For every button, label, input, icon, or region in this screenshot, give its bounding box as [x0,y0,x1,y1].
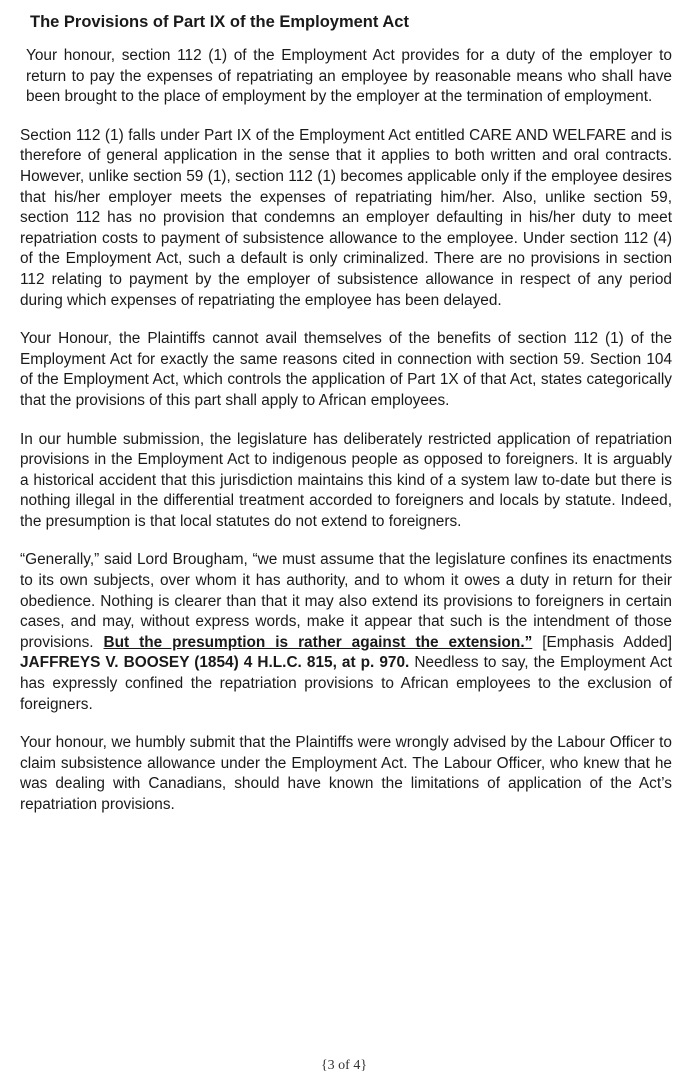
paragraph-section-104: Your Honour, the Plaintiffs cannot avail themselves of the benefits of section 112 (1) of the Employment Act for exactly the same reasons cited in connection with section 59. Section 104 of the Employment Act, which controls the application of Part 1X of that Act, states categorically that the provisions of this part shall apply to African employees. [20,330,672,409]
paragraph-submission: Your honour, we humbly submit that the Plaintiffs were wrongly advised by the Labour Officer to claim subsistence allowance under the Employment Act. The Labour Officer, who knew that he was dealing with Canadians, should have known the limitations of application of the Act’s repatriation provisions. [20,734,672,813]
emphasis-note: [Emphasis Added] [532,633,672,651]
paragraph-section-112-duty: Your honour, section 112 (1) of the Employment Act provides for a duty of the employer to return to pay the expenses of repatriating an employee by reasonable means who shall have been brought to the place of employment by the employer at the termination of employment. [26,47,672,106]
emphasis-text: But the presumption is rather against the extension.” [103,633,533,651]
paragraph-legislature-restriction: In our humble submission, the legislature has deliberately restricted application of repatriation provisions in the Employment Act to indigenous people as opposed to foreigners. It is arguably a historical accident that this jurisdiction maintains this kind of a system law to-date but there is nothing illegal in the differential treatment accorded to foreigners and locals by statute. Indeed, the presumption is that local statutes do not extend to foreigners. [20,430,672,530]
quote-text: “Generally,” said Lord Brougham, “we must assume that the legislature confines its enactments to its own subjects, over whom it has authority, and to whom it owes a duty in return for their obedience. Nothing is clearer than that it may also extend its provisions to foreigners in certain cases, and may, without express words, make it appear that such is the intendment of those provisions. [20,551,672,651]
case-citation: JAFFREYS V. BOOSEY (1854) 4 H.L.C. 815, at p. 970. [20,654,410,672]
section-heading: The Provisions of Part IX of the Employment Act [30,13,409,31]
quote-conclusion: Needless to say, the Employment Act has expressly confined the repatriation provisions to African employees to the exclusion of foreigners. [20,654,672,713]
paragraph-care-and-welfare: Section 112 (1) falls under Part IX of the Employment Act entitled CARE AND WELFARE and is therefore of general application in the sense that it applies to both written and oral contracts. However, unlike section 59 (1), section 112 (1) becomes applicable only if the employee desires that his/her employer meets the expenses of repatriating him/her. Also, unlike section 59, section 112 has no provision that condemns an employer defaulting in his/her duty to meet repatriation costs to payment of subsistence allowance to the employee. Under section 112 (4) of the Employment Act, such a default is only criminalized. There are no provisions in section 112 relating to payment by the employer of subsistence allowance in respect of any period during which expenses of repatriating the employee has been delayed. [20,126,672,309]
paragraph-lord-brougham-quote [20,550,672,715]
page-number: {3 of 4} [320,1058,368,1073]
document-page [20,12,672,834]
